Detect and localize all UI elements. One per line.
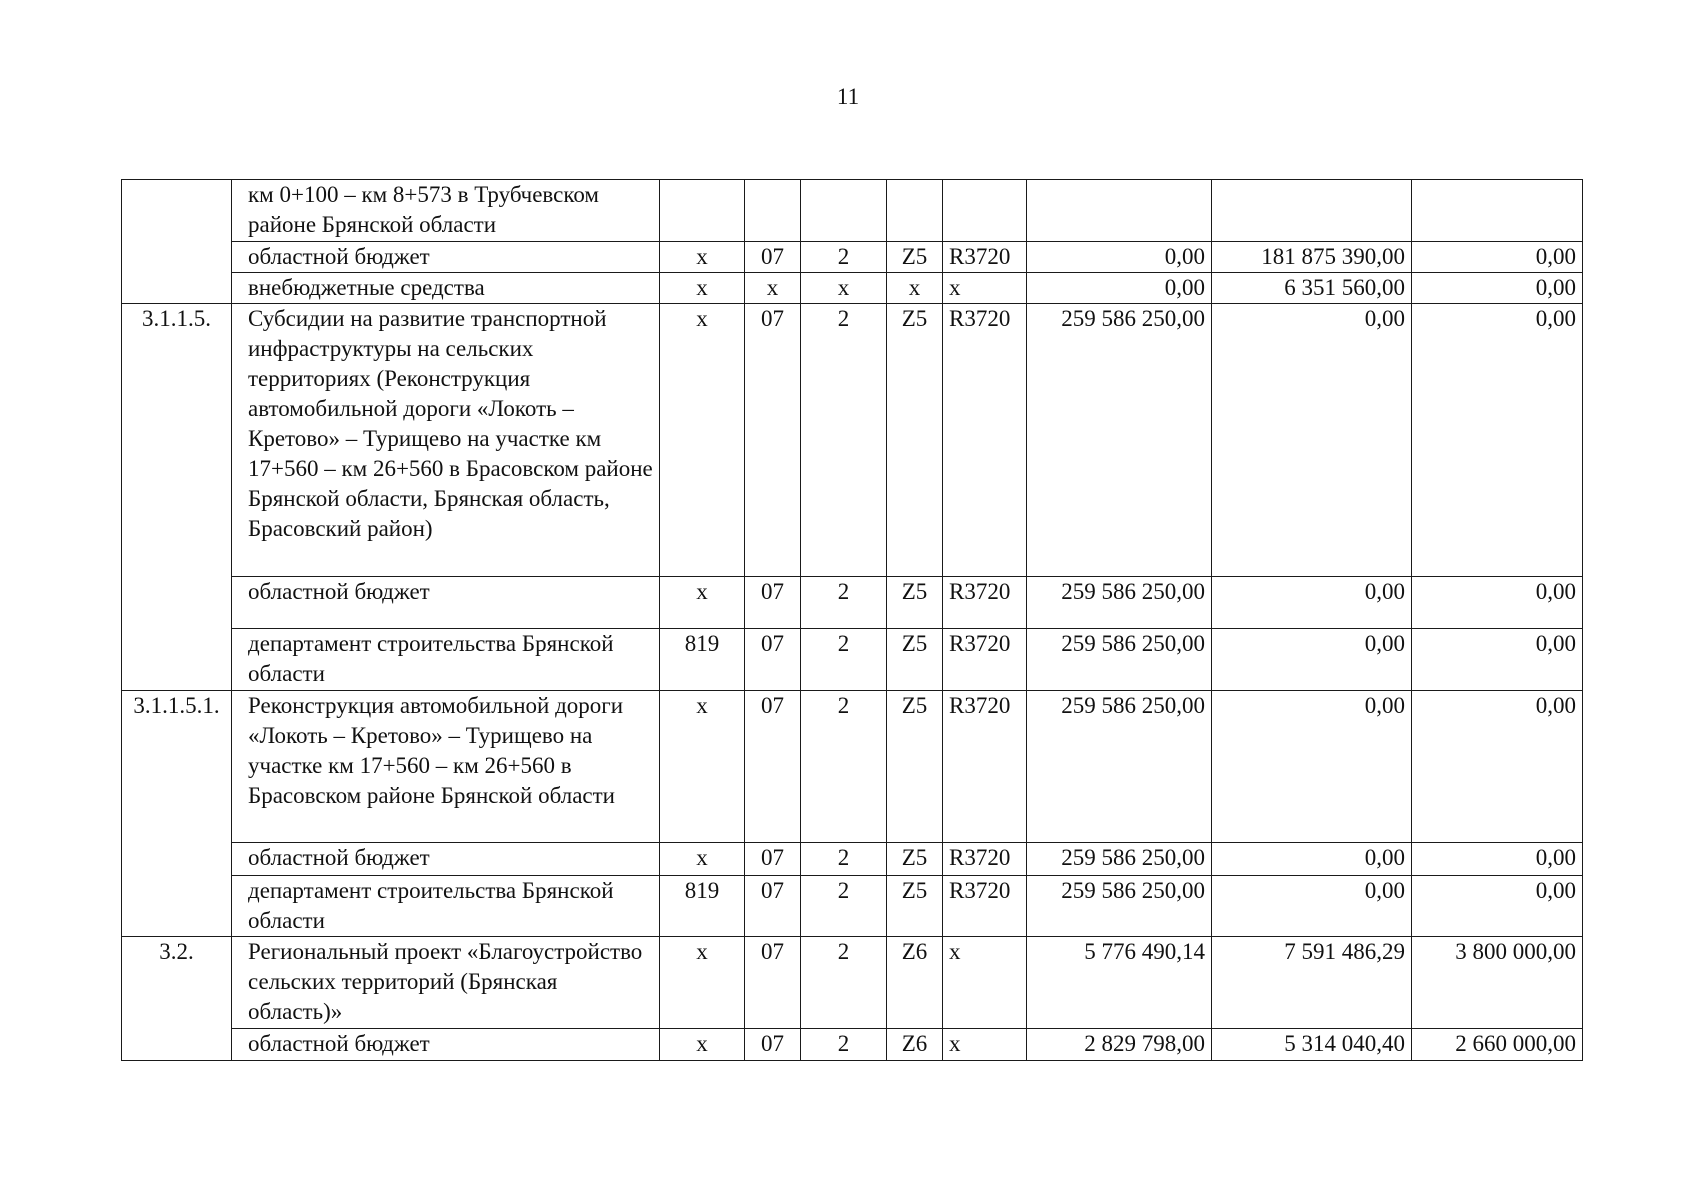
amount-year-3-cell: 0,00	[1412, 273, 1583, 304]
target-direction-cell: R3720	[943, 691, 1027, 843]
grbs-cell: 819	[660, 629, 745, 691]
amount-year-2-cell: 0,00	[1212, 629, 1412, 691]
subsection-cell: х	[801, 273, 887, 304]
target-direction-cell: R3720	[943, 876, 1027, 937]
amount-year-3-cell: 3 800 000,00	[1412, 937, 1583, 1029]
item-name-cell: областной бюджет	[232, 843, 660, 876]
table-row	[122, 937, 1583, 1029]
table-row	[122, 577, 1583, 629]
amount-year-2-cell: 0,00	[1212, 876, 1412, 937]
amount-year-3-cell: 0,00	[1412, 876, 1583, 937]
section-cell: 07	[745, 843, 801, 876]
subsection-cell: 2	[801, 577, 887, 629]
item-name-cell: Региональный проект «Благоустройство сельских территорий (Брянская область)»	[232, 937, 660, 1029]
grbs-cell: х	[660, 691, 745, 843]
table-row	[122, 304, 1583, 577]
target-direction-cell: х	[943, 937, 1027, 1029]
grbs-cell: х	[660, 577, 745, 629]
amount-year-2-cell: 0,00	[1212, 304, 1412, 577]
budget-table-body	[122, 180, 1583, 1061]
target-program-cell: х	[887, 273, 943, 304]
amount-year-3-cell	[1412, 180, 1583, 242]
item-name-cell: Субсидии на развитие транспортной инфраструктуры на сельских территориях (Реконструкция автомобильной дороги «Локоть – Кретово» – Турищево на участке км 17+560 – км 26+560 в Брасовском районе Брянской области, Брянская область, Брасовский район)	[232, 304, 660, 577]
item-name-cell: департамент строительства Брянской области	[232, 629, 660, 691]
target-direction-cell: х	[943, 273, 1027, 304]
table-row	[122, 180, 1583, 242]
amount-year-2-cell: 0,00	[1212, 843, 1412, 876]
target-program-cell: Z5	[887, 876, 943, 937]
target-program-cell: Z5	[887, 304, 943, 577]
item-number-cell	[122, 180, 232, 304]
item-name-cell: Реконструкция автомобильной дороги «Локоть – Кретово» – Турищево на участке км 17+560 – км 26+560 в Брасовском районе Брянской области	[232, 691, 660, 843]
target-program-cell	[887, 180, 943, 242]
target-program-cell: Z5	[887, 242, 943, 273]
target-direction-cell: R3720	[943, 242, 1027, 273]
amount-year-3-cell: 2 660 000,00	[1412, 1029, 1583, 1061]
target-direction-cell: R3720	[943, 629, 1027, 691]
subsection-cell	[801, 180, 887, 242]
target-program-cell: Z5	[887, 577, 943, 629]
item-name-cell: внебюджетные средства	[232, 273, 660, 304]
target-direction-cell	[943, 180, 1027, 242]
item-name-cell: областной бюджет	[232, 577, 660, 629]
amount-year-1-cell: 0,00	[1027, 273, 1212, 304]
table-row	[122, 691, 1583, 843]
amount-year-2-cell: 181 875 390,00	[1212, 242, 1412, 273]
section-cell: 07	[745, 304, 801, 577]
amount-year-1-cell: 0,00	[1027, 242, 1212, 273]
table-row	[122, 843, 1583, 876]
amount-year-1-cell: 259 586 250,00	[1027, 843, 1212, 876]
section-cell: х	[745, 273, 801, 304]
budget-table	[121, 179, 1583, 1061]
amount-year-2-cell	[1212, 180, 1412, 242]
amount-year-1-cell: 259 586 250,00	[1027, 629, 1212, 691]
target-program-cell: Z6	[887, 1029, 943, 1061]
target-program-cell: Z6	[887, 937, 943, 1029]
section-cell: 07	[745, 242, 801, 273]
item-number-cell: 3.1.1.5.1.	[122, 691, 232, 937]
item-name-cell: областной бюджет	[232, 1029, 660, 1061]
table-row	[122, 876, 1583, 937]
amount-year-3-cell: 0,00	[1412, 242, 1583, 273]
amount-year-1-cell: 259 586 250,00	[1027, 304, 1212, 577]
amount-year-2-cell: 0,00	[1212, 691, 1412, 843]
target-direction-cell: R3720	[943, 304, 1027, 577]
amount-year-3-cell: 0,00	[1412, 304, 1583, 577]
grbs-cell: х	[660, 1029, 745, 1061]
amount-year-3-cell: 0,00	[1412, 629, 1583, 691]
amount-year-1-cell: 2 829 798,00	[1027, 1029, 1212, 1061]
table-row	[122, 629, 1583, 691]
amount-year-2-cell: 7 591 486,29	[1212, 937, 1412, 1029]
amount-year-2-cell: 5 314 040,40	[1212, 1029, 1412, 1061]
target-program-cell: Z5	[887, 843, 943, 876]
amount-year-1-cell: 259 586 250,00	[1027, 876, 1212, 937]
grbs-cell: 819	[660, 876, 745, 937]
amount-year-1-cell	[1027, 180, 1212, 242]
amount-year-3-cell: 0,00	[1412, 577, 1583, 629]
amount-year-1-cell: 5 776 490,14	[1027, 937, 1212, 1029]
target-program-cell: Z5	[887, 691, 943, 843]
grbs-cell: х	[660, 304, 745, 577]
grbs-cell: х	[660, 242, 745, 273]
target-program-cell: Z5	[887, 629, 943, 691]
section-cell: 07	[745, 577, 801, 629]
target-direction-cell: х	[943, 1029, 1027, 1061]
item-number-cell: 3.1.1.5.	[122, 304, 232, 691]
item-name-cell: департамент строительства Брянской области	[232, 876, 660, 937]
subsection-cell: 2	[801, 304, 887, 577]
grbs-cell: х	[660, 273, 745, 304]
subsection-cell: 2	[801, 242, 887, 273]
subsection-cell: 2	[801, 876, 887, 937]
section-cell: 07	[745, 876, 801, 937]
item-number-cell: 3.2.	[122, 937, 232, 1061]
amount-year-2-cell: 0,00	[1212, 577, 1412, 629]
grbs-cell	[660, 180, 745, 242]
amount-year-1-cell: 259 586 250,00	[1027, 691, 1212, 843]
target-direction-cell: R3720	[943, 843, 1027, 876]
subsection-cell: 2	[801, 843, 887, 876]
section-cell: 07	[745, 1029, 801, 1061]
target-direction-cell: R3720	[943, 577, 1027, 629]
amount-year-2-cell: 6 351 560,00	[1212, 273, 1412, 304]
subsection-cell: 2	[801, 1029, 887, 1061]
section-cell: 07	[745, 691, 801, 843]
table-row	[122, 1029, 1583, 1061]
section-cell: 07	[745, 629, 801, 691]
amount-year-1-cell: 259 586 250,00	[1027, 577, 1212, 629]
table-row	[122, 273, 1583, 304]
grbs-cell: х	[660, 937, 745, 1029]
section-cell: 07	[745, 937, 801, 1029]
amount-year-3-cell: 0,00	[1412, 843, 1583, 876]
item-name-cell: областной бюджет	[232, 242, 660, 273]
subsection-cell: 2	[801, 691, 887, 843]
subsection-cell: 2	[801, 629, 887, 691]
subsection-cell: 2	[801, 937, 887, 1029]
table-row	[122, 242, 1583, 273]
section-cell	[745, 180, 801, 242]
page-number: 11	[836, 84, 860, 109]
item-name-cell: км 0+100 – км 8+573 в Трубчевском районе Брянской области	[232, 180, 660, 242]
amount-year-3-cell: 0,00	[1412, 691, 1583, 843]
grbs-cell: х	[660, 843, 745, 876]
